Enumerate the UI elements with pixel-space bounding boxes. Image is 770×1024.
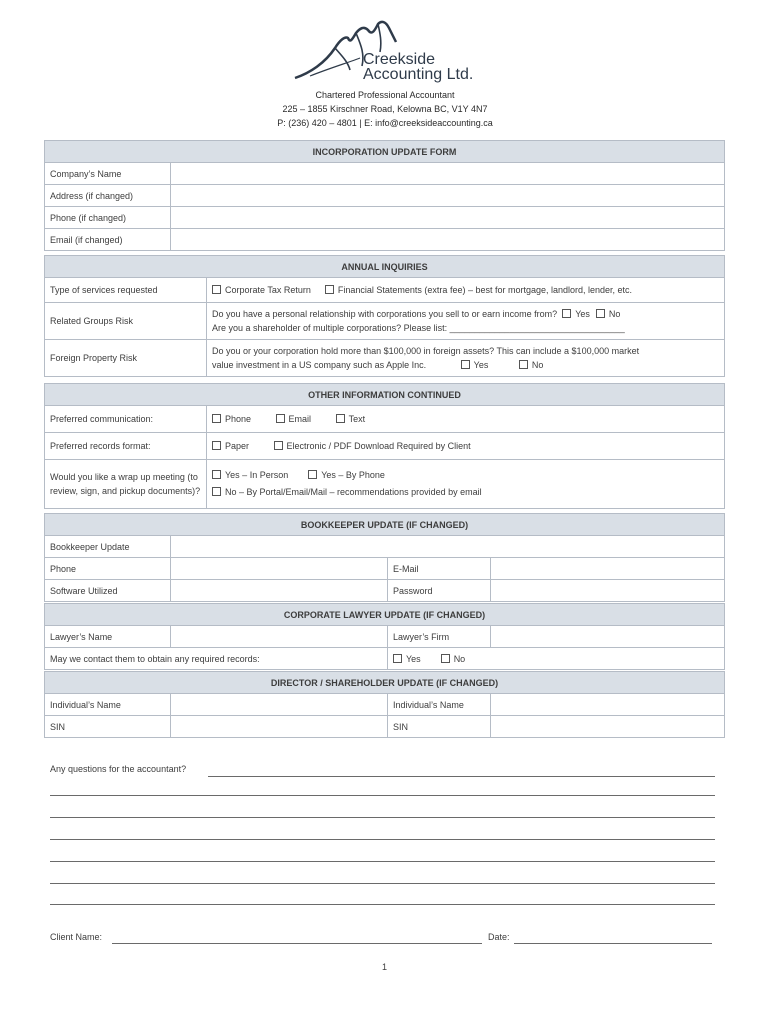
services-label: Type of services requested <box>45 278 207 303</box>
header-subtitle: Chartered Professional Accountant <box>315 90 455 100</box>
date-line[interactable] <box>514 942 712 944</box>
comm-text: Text <box>348 414 366 424</box>
checkbox[interactable] <box>562 309 571 318</box>
section-other-title: OTHER INFORMATION CONTINUED <box>45 384 725 406</box>
questions-line[interactable] <box>50 903 715 905</box>
section-lawyer-title: CORPORATE LAWYER UPDATE (IF CHANGED) <box>45 604 725 626</box>
questions-line[interactable] <box>50 794 715 796</box>
lawyer-name-field[interactable] <box>171 626 388 648</box>
email-label: Email (if changed) <box>45 229 171 251</box>
foreign-question-1: Do you or your corporation hold more than $100,000 in foreign assets? This can include a $100,000 market <box>212 346 640 356</box>
checkbox[interactable] <box>596 309 605 318</box>
individual-name-label-1: Individual’s Name <box>45 694 171 716</box>
questions-line[interactable] <box>50 816 715 818</box>
sin-label-2: SIN <box>388 716 491 738</box>
records-electronic: Electronic / PDF Download Required by Client <box>286 441 471 451</box>
related-groups-label: Related Groups Risk <box>45 303 207 340</box>
checkbox[interactable] <box>274 441 283 450</box>
questions-line[interactable] <box>50 882 715 884</box>
checkbox[interactable] <box>393 654 402 663</box>
questions-line[interactable] <box>208 775 715 777</box>
individual-name-label-2: Individual’s Name <box>388 694 491 716</box>
checkbox[interactable] <box>308 470 317 479</box>
checkbox[interactable] <box>519 360 528 369</box>
software-field[interactable] <box>171 580 388 602</box>
bookkeeper-phone-label: Phone <box>45 558 171 580</box>
checkbox[interactable] <box>212 414 221 423</box>
related-question-1: Do you have a personal relationship with corporations you sell to or earn income from? <box>212 309 558 319</box>
option-corporate-tax-return: Corporate Tax Return <box>225 285 311 295</box>
individual-name-field-1[interactable] <box>171 694 388 716</box>
comm-phone: Phone <box>225 414 252 424</box>
client-name-line[interactable] <box>112 942 482 944</box>
software-label: Software Utilized <box>45 580 171 602</box>
checkbox[interactable] <box>212 441 221 450</box>
bookkeeper-email-label: E-Mail <box>388 558 491 580</box>
checkbox[interactable] <box>212 487 221 496</box>
date-label: Date: <box>488 932 510 942</box>
phone-field[interactable] <box>171 207 725 229</box>
wrap-no-portal: No – By Portal/Email/Mail – recommendations provided by email <box>225 487 482 497</box>
annual-inquiries-table <box>44 255 725 377</box>
lawyer-firm-field[interactable] <box>491 626 725 648</box>
header-address: 225 – 1855 Kirschner Road, Kelowna BC, V1Y 4N7 <box>282 104 488 114</box>
questions-line[interactable] <box>50 860 715 862</box>
lawyer-name-label: Lawyer’s Name <box>45 626 171 648</box>
bookkeeper-update-field[interactable] <box>171 536 725 558</box>
option-financial-statements: Financial Statements (extra fee) – best for mortgage, landlord, lender, etc. <box>337 285 633 295</box>
checkbox[interactable] <box>441 654 450 663</box>
section-annual-title: ANNUAL INQUIRIES <box>45 256 725 278</box>
checkbox[interactable] <box>336 414 345 423</box>
company-name-line1: Creekside <box>363 51 436 68</box>
records-format-label: Preferred records format: <box>45 433 207 460</box>
other-information-table <box>44 383 725 509</box>
related-no: No <box>608 309 621 319</box>
bookkeeper-phone-field[interactable] <box>171 558 388 580</box>
page-number: 1 <box>382 962 388 972</box>
related-question-2: Are you a shareholder of multiple corporations? Please list: ___________________________________ <box>212 323 625 333</box>
foreign-no: No <box>531 360 544 370</box>
wrap-up-label: Would you like a wrap up meeting (to review, sign, and pickup documents)? <box>45 460 207 509</box>
company-name-field[interactable] <box>171 163 725 185</box>
section-bookkeeper-title: BOOKKEEPER UPDATE (IF CHANGED) <box>45 514 725 536</box>
address-field[interactable] <box>171 185 725 207</box>
lawyer-contact-no: No <box>453 653 466 664</box>
address-label: Address (if changed) <box>45 185 171 207</box>
related-yes: Yes <box>575 309 590 319</box>
records-paper: Paper <box>225 441 250 451</box>
email-field[interactable] <box>171 229 725 251</box>
checkbox[interactable] <box>325 285 334 294</box>
password-field[interactable] <box>491 580 725 602</box>
questions-label: Any questions for the accountant? <box>50 764 187 774</box>
company-name-label: Company’s Name <box>45 163 171 185</box>
bookkeeper-email-field[interactable] <box>491 558 725 580</box>
lawyer-table <box>44 603 725 670</box>
bookkeeper-table <box>44 513 725 602</box>
letterhead <box>0 0 770 135</box>
section-director-title: DIRECTOR / SHAREHOLDER UPDATE (IF CHANGED) <box>45 672 725 694</box>
incorporation-table <box>44 140 725 251</box>
wrap-in-person: Yes – In Person <box>225 470 289 480</box>
phone-label: Phone (if changed) <box>45 207 171 229</box>
company-name-line2: Accounting Ltd. <box>363 66 474 83</box>
checkbox[interactable] <box>276 414 285 423</box>
header-contact: P: (236) 420 – 4801 | E: info@creeksideaccounting.ca <box>277 118 493 128</box>
foreign-property-label: Foreign Property Risk <box>45 340 207 377</box>
section-incorporation-title: INCORPORATION UPDATE FORM <box>45 141 725 163</box>
wrap-by-phone: Yes – By Phone <box>321 470 385 480</box>
checkbox[interactable] <box>212 470 221 479</box>
individual-name-field-2[interactable] <box>491 694 725 716</box>
client-name-label: Client Name: <box>50 932 103 942</box>
foreign-yes: Yes <box>473 360 489 370</box>
checkbox[interactable] <box>212 285 221 294</box>
password-label: Password <box>388 580 491 602</box>
sin-field-1[interactable] <box>171 716 388 738</box>
questions-line[interactable] <box>50 838 715 840</box>
director-table <box>44 671 725 738</box>
checkbox[interactable] <box>461 360 470 369</box>
bookkeeper-update-label: Bookkeeper Update <box>45 536 171 558</box>
lawyer-contact-label: May we contact them to obtain any required records: <box>45 648 388 670</box>
lawyer-firm-label: Lawyer’s Firm <box>388 626 491 648</box>
comm-email: Email <box>288 414 312 424</box>
foreign-question-2: value investment in a US company such as Apple Inc. <box>212 360 427 370</box>
sin-field-2[interactable] <box>491 716 725 738</box>
lawyer-contact-yes: Yes <box>406 653 421 664</box>
communication-label: Preferred communication: <box>45 406 207 433</box>
sin-label-1: SIN <box>45 716 171 738</box>
